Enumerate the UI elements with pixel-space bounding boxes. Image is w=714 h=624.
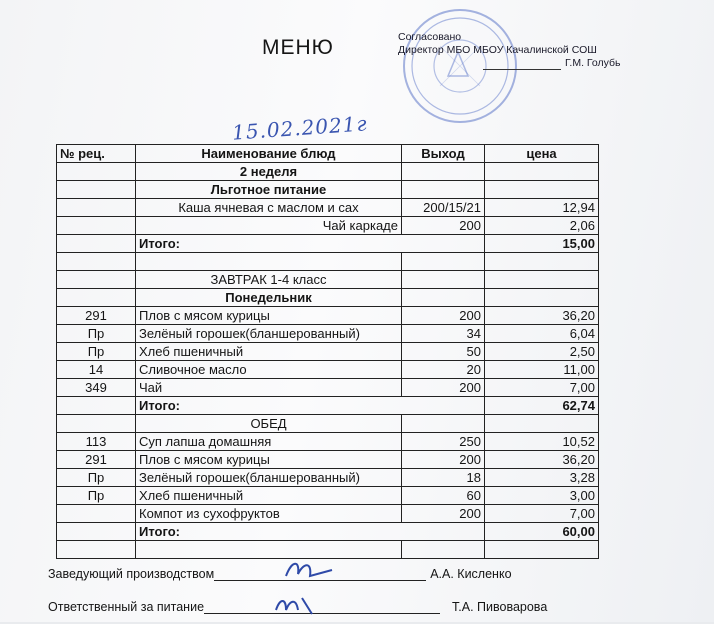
- table-row: [57, 433, 599, 451]
- price-cell: [485, 253, 599, 271]
- dish-name-cell: Зелёный горошек(бланшерованный): [136, 469, 402, 487]
- table-row: [57, 397, 599, 415]
- output-cell: [402, 415, 485, 433]
- total-label: Итого:: [136, 235, 485, 253]
- dish-name-cell: Хлеб пшеничный: [136, 343, 402, 361]
- price-cell: 36,20: [485, 451, 599, 469]
- output-cell: [402, 271, 485, 289]
- output-cell: 50: [402, 343, 485, 361]
- section-heading: ЗАВТРАК 1-4 класс: [136, 271, 402, 289]
- output-cell: 200: [402, 217, 485, 235]
- price-cell: 11,00: [485, 361, 599, 379]
- table-row: [57, 217, 599, 235]
- dish-name-cell: Плов с мясом курицы: [136, 451, 402, 469]
- output-cell: 34: [402, 325, 485, 343]
- manager-signature: [282, 556, 338, 588]
- approval-line-1: Согласовано: [398, 31, 462, 43]
- responsible-signature-line: [204, 599, 440, 614]
- dish-name-cell: Чай каркаде: [136, 217, 402, 235]
- approval-block: [398, 31, 638, 70]
- table-row: [57, 451, 599, 469]
- code-cell: 291: [57, 307, 136, 325]
- dish-name-cell: Каша ячневая с маслом и сах: [136, 199, 402, 217]
- director-name: Г.М. Голубь: [565, 57, 621, 69]
- code-cell: [57, 181, 136, 199]
- code-cell: Пр: [57, 469, 136, 487]
- dish-name-cell: Чай: [136, 379, 402, 397]
- price-cell: 7,00: [485, 505, 599, 523]
- approval-line-2: Директор МБО МБОУ Качалинской СОШ: [398, 44, 597, 56]
- signature-line: [483, 69, 561, 70]
- manager-signature-row: [48, 566, 512, 581]
- code-cell: [57, 541, 136, 559]
- output-cell: 200: [402, 505, 485, 523]
- price-cell: 7,00: [485, 379, 599, 397]
- menu-table: [56, 144, 599, 559]
- output-cell: [402, 181, 485, 199]
- price-cell: 10,52: [485, 433, 599, 451]
- price-cell: 36,20: [485, 307, 599, 325]
- total-label: Итого:: [136, 397, 485, 415]
- table-row: [57, 235, 599, 253]
- dish-name-cell: Хлеб пшеничный: [136, 487, 402, 505]
- code-cell: [57, 397, 136, 415]
- table-row: [57, 487, 599, 505]
- price-cell: [485, 541, 599, 559]
- code-cell: [57, 505, 136, 523]
- table-row: [57, 253, 599, 271]
- price-cell: [485, 271, 599, 289]
- responsible-name: Т.А. Пивоварова: [452, 600, 548, 614]
- code-cell: 349: [57, 379, 136, 397]
- code-cell: Пр: [57, 487, 136, 505]
- price-cell: 3,00: [485, 487, 599, 505]
- output-cell: [402, 541, 485, 559]
- price-cell: [485, 415, 599, 433]
- total-price: 60,00: [485, 523, 599, 541]
- header-price: цена: [485, 145, 599, 163]
- code-cell: [57, 271, 136, 289]
- price-cell: 3,28: [485, 469, 599, 487]
- code-cell: [57, 235, 136, 253]
- handwritten-date: 15.02.2021г: [231, 111, 369, 145]
- code-cell: [57, 415, 136, 433]
- output-cell: 250: [402, 433, 485, 451]
- output-cell: [402, 289, 485, 307]
- code-cell: [57, 253, 136, 271]
- dish-name-cell: Суп лапша домашняя: [136, 433, 402, 451]
- price-cell: [485, 181, 599, 199]
- header-code: № рец.: [57, 145, 136, 163]
- dish-name-cell: [136, 541, 402, 559]
- dish-name-cell: Компот из сухофруктов: [136, 505, 402, 523]
- code-cell: 113: [57, 433, 136, 451]
- price-cell: [485, 289, 599, 307]
- section-heading: 2 неделя: [136, 163, 402, 181]
- output-cell: 20: [402, 361, 485, 379]
- total-price: 62,74: [485, 397, 599, 415]
- menu-table-body: [57, 163, 599, 559]
- table-row: [57, 523, 599, 541]
- output-cell: 200: [402, 451, 485, 469]
- approval-line-3: [398, 57, 638, 70]
- total-price: 15,00: [485, 235, 599, 253]
- table-row: [57, 361, 599, 379]
- section-heading: Понедельник: [136, 289, 402, 307]
- table-row: [57, 379, 599, 397]
- page-title: МЕНЮ: [262, 36, 334, 59]
- table-row: [57, 181, 599, 199]
- code-cell: Пр: [57, 343, 136, 361]
- output-cell: 200: [402, 307, 485, 325]
- header-name: Наименование блюд: [136, 145, 402, 163]
- code-cell: 14: [57, 361, 136, 379]
- table-row: [57, 469, 599, 487]
- responsible-label: Ответственный за питание: [48, 600, 205, 614]
- table-row: [57, 325, 599, 343]
- dish-name-cell: Плов с мясом курицы: [136, 307, 402, 325]
- output-cell: 200/15/21: [402, 199, 485, 217]
- manager-name: А.А. Кисленко: [430, 567, 512, 581]
- code-cell: [57, 199, 136, 217]
- total-label: Итого:: [136, 523, 485, 541]
- price-cell: 2,06: [485, 217, 599, 235]
- code-cell: Пр: [57, 325, 136, 343]
- header-output: Выход: [402, 145, 485, 163]
- code-cell: [57, 523, 136, 541]
- section-heading: ОБЕД: [136, 415, 402, 433]
- table-row: [57, 163, 599, 181]
- table-row: [57, 343, 599, 361]
- table-header-row: [57, 145, 599, 163]
- code-cell: 291: [57, 451, 136, 469]
- code-cell: [57, 289, 136, 307]
- table-row: [57, 505, 599, 523]
- code-cell: [57, 163, 136, 181]
- table-row: [57, 415, 599, 433]
- code-cell: [57, 217, 136, 235]
- table-row: [57, 199, 599, 217]
- dish-name-cell: [136, 253, 402, 271]
- section-heading: Льготное питание: [136, 181, 402, 199]
- dish-name-cell: Зелёный горошек(бланшерованный): [136, 325, 402, 343]
- responsible-signature: [272, 592, 322, 624]
- table-row: [57, 271, 599, 289]
- dish-name-cell: Сливочное масло: [136, 361, 402, 379]
- table-row: [57, 307, 599, 325]
- price-cell: 6,04: [485, 325, 599, 343]
- output-cell: 200: [402, 379, 485, 397]
- output-cell: 60: [402, 487, 485, 505]
- manager-label: Заведующий производством: [48, 567, 215, 581]
- table-row: [57, 289, 599, 307]
- price-cell: [485, 163, 599, 181]
- output-cell: 18: [402, 469, 485, 487]
- output-cell: [402, 163, 485, 181]
- output-cell: [402, 253, 485, 271]
- price-cell: 12,94: [485, 199, 599, 217]
- price-cell: 2,50: [485, 343, 599, 361]
